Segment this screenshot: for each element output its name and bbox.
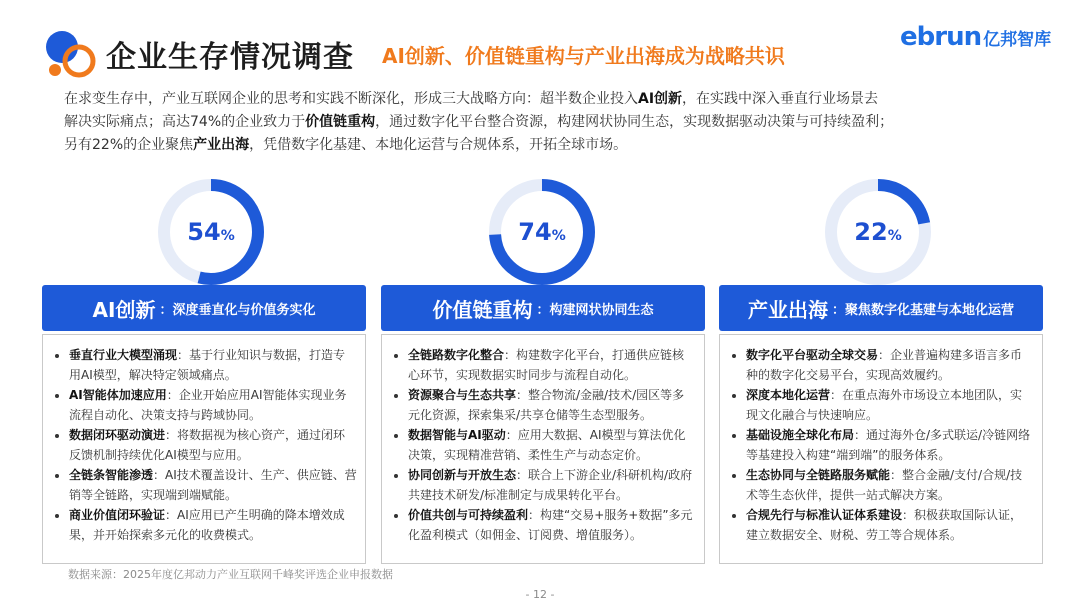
item-text: ：企业开始应用AI智能体实现业务流程自动化、决策支持与跨域协同。 (69, 388, 347, 422)
card-title: AI创新 (92, 297, 156, 322)
bullet-list (51, 345, 357, 545)
item-text: ：联合上下游企业/科研机构/政府共建技术研发/标准制定与成果转化平台。 (408, 468, 693, 502)
donut-value-chain (486, 176, 598, 288)
card-header-overseas (719, 285, 1043, 331)
item-text: ：将数据视为核心资产，通过闭环反馈机制持续优化AI模型与应用。 (69, 428, 346, 462)
list-item (69, 385, 357, 425)
item-text: ：构建数字化平台，打通供应链核心环节，实现数据实时同步与流程自动化。 (408, 348, 685, 382)
list-item (746, 385, 1034, 425)
percent-unit: % (551, 228, 566, 244)
list-item (69, 505, 357, 545)
list-item (408, 385, 696, 425)
section-logo-icon (42, 28, 96, 80)
list-item (69, 345, 357, 385)
brand-name-en: ebrun (900, 22, 982, 52)
percent-unit: % (220, 228, 235, 244)
item-label: 数据闭环驱动演进 (69, 428, 166, 442)
card-title: 价值链重构 (432, 297, 533, 322)
intro-text: 另有22%的企业聚焦 (64, 137, 194, 153)
card-body-overseas (719, 334, 1043, 564)
list-item (408, 505, 696, 545)
page-title: 企业生存情况调查 (106, 40, 354, 75)
item-label: 深度本地化运营 (746, 388, 831, 402)
bullet-list (728, 345, 1034, 545)
card-body-value-chain (381, 334, 705, 564)
list-item (408, 345, 696, 385)
list-item (69, 425, 357, 465)
list-item (408, 465, 696, 505)
percent-value: 54 (187, 218, 221, 246)
data-source-note: 数据来源：2025年度亿邦动力产业互联网千峰奖评选企业申报数据 (68, 568, 393, 581)
intro-paragraph (64, 88, 1024, 157)
intro-highlight-ai: AI创新 (638, 91, 683, 107)
percent-value: 22 (854, 218, 888, 246)
donut-overseas (822, 176, 934, 288)
card-body-ai-innovation (42, 334, 366, 564)
list-item (746, 425, 1034, 465)
intro-highlight-value-chain: 价值链重构 (305, 114, 376, 130)
list-item (69, 465, 357, 505)
item-text: ：基于行业知识与数据，打造专用AI模型，解决特定领域痛点。 (69, 348, 346, 382)
percent-value: 74 (518, 218, 552, 246)
item-text: ：整合金融/支付/合规/技术等生态伙伴，提供一站式解决方案。 (746, 468, 1023, 502)
card-subtitle: ：深度垂直化与价值务实化 (159, 302, 316, 318)
card-header-value-chain (381, 285, 705, 331)
item-text: ：AI应用已产生明确的降本增效成果，并开始探索多元化的收费模式。 (69, 508, 345, 542)
donut-ai-innovation (155, 176, 267, 288)
intro-text: 解决实际痛点；高达74%的企业致力于 (64, 114, 306, 130)
item-label: 全链路数字化整合 (408, 348, 505, 362)
item-label: AI智能体加速应用 (69, 388, 167, 402)
item-label: 商业价值闭环验证 (69, 508, 166, 522)
item-label: 数据智能与AI驱动 (408, 428, 506, 442)
intro-text: ，凭借数字化基建、本地化运营与合规体系，开拓全球市场。 (249, 137, 628, 153)
bullet-list (390, 345, 696, 545)
item-text: ：企业普遍构建多语言多币种的数字化交易平台，实现高效履约。 (746, 348, 1023, 382)
list-item (746, 345, 1034, 385)
item-label: 资源聚合与生态共享 (408, 388, 517, 402)
intro-text: ，在实践中深入垂直行业场景去 (682, 91, 879, 107)
card-header-ai-innovation (42, 285, 366, 331)
list-item (746, 505, 1034, 545)
page-subtitle: AI创新、价值链重构与产业出海成为战略共识 (382, 44, 785, 68)
item-label: 垂直行业大模型涌现 (69, 348, 178, 362)
card-subtitle: ：构建网状协同生态 (536, 302, 654, 318)
item-text: ：应用大数据、AI模型与算法优化决策，实现精准营销、柔性生产与动态定价。 (408, 428, 686, 462)
brand-logo (900, 22, 1051, 52)
page-number: - 12 - (525, 588, 555, 601)
card-title: 产业出海 (747, 297, 828, 322)
item-label: 合规先行与标准认证体系建设 (746, 508, 903, 522)
item-label: 协同创新与开放生态 (408, 468, 517, 482)
item-text: ：AI技术覆盖设计、生产、供应链、营销等全链路，实现端到端赋能。 (69, 468, 357, 502)
intro-text: ，通过数字化平台整合资源，构建网状协同生态，实现数据驱动决策与可持续盈利； (375, 114, 894, 130)
item-text: ：整合物流/金融/技术/园区等多元化资源，探索集采/共享仓储等生态型服务。 (408, 388, 685, 422)
item-text: ：构建“交易+服务+数据”多元化盈利模式（如佣金、订阅费、增值服务）。 (408, 508, 693, 542)
list-item (408, 425, 696, 465)
item-label: 全链条智能渗透 (69, 468, 154, 482)
item-text: ：积极获取国际认证，建立数据安全、财税、劳工等合规体系。 (746, 508, 1023, 542)
item-text: ：在重点海外市场设立本地团队，实现文化融合与快速响应。 (746, 388, 1023, 422)
percent-unit: % (887, 228, 902, 244)
card-subtitle: ：聚焦数字化基建与本地化运营 (831, 302, 1014, 318)
item-text: ：通过海外仓/多式联运/冷链网络等基建投入构建“端到端”的服务体系。 (746, 428, 1031, 462)
item-label: 基础设施全球化布局 (746, 428, 855, 442)
item-label: 数字化平台驱动全球交易 (746, 348, 879, 362)
item-label: 生态协同与全链路服务赋能 (746, 468, 891, 482)
intro-highlight-overseas: 产业出海 (193, 137, 250, 153)
list-item (746, 465, 1034, 505)
item-label: 价值共创与可持续盈利 (408, 508, 529, 522)
brand-name-cn: 亿邦智库 (983, 29, 1052, 50)
intro-text: 在求变生存中，产业互联网企业的思考和实践不断深化，形成三大战略方向：超半数企业投入 (64, 91, 638, 107)
